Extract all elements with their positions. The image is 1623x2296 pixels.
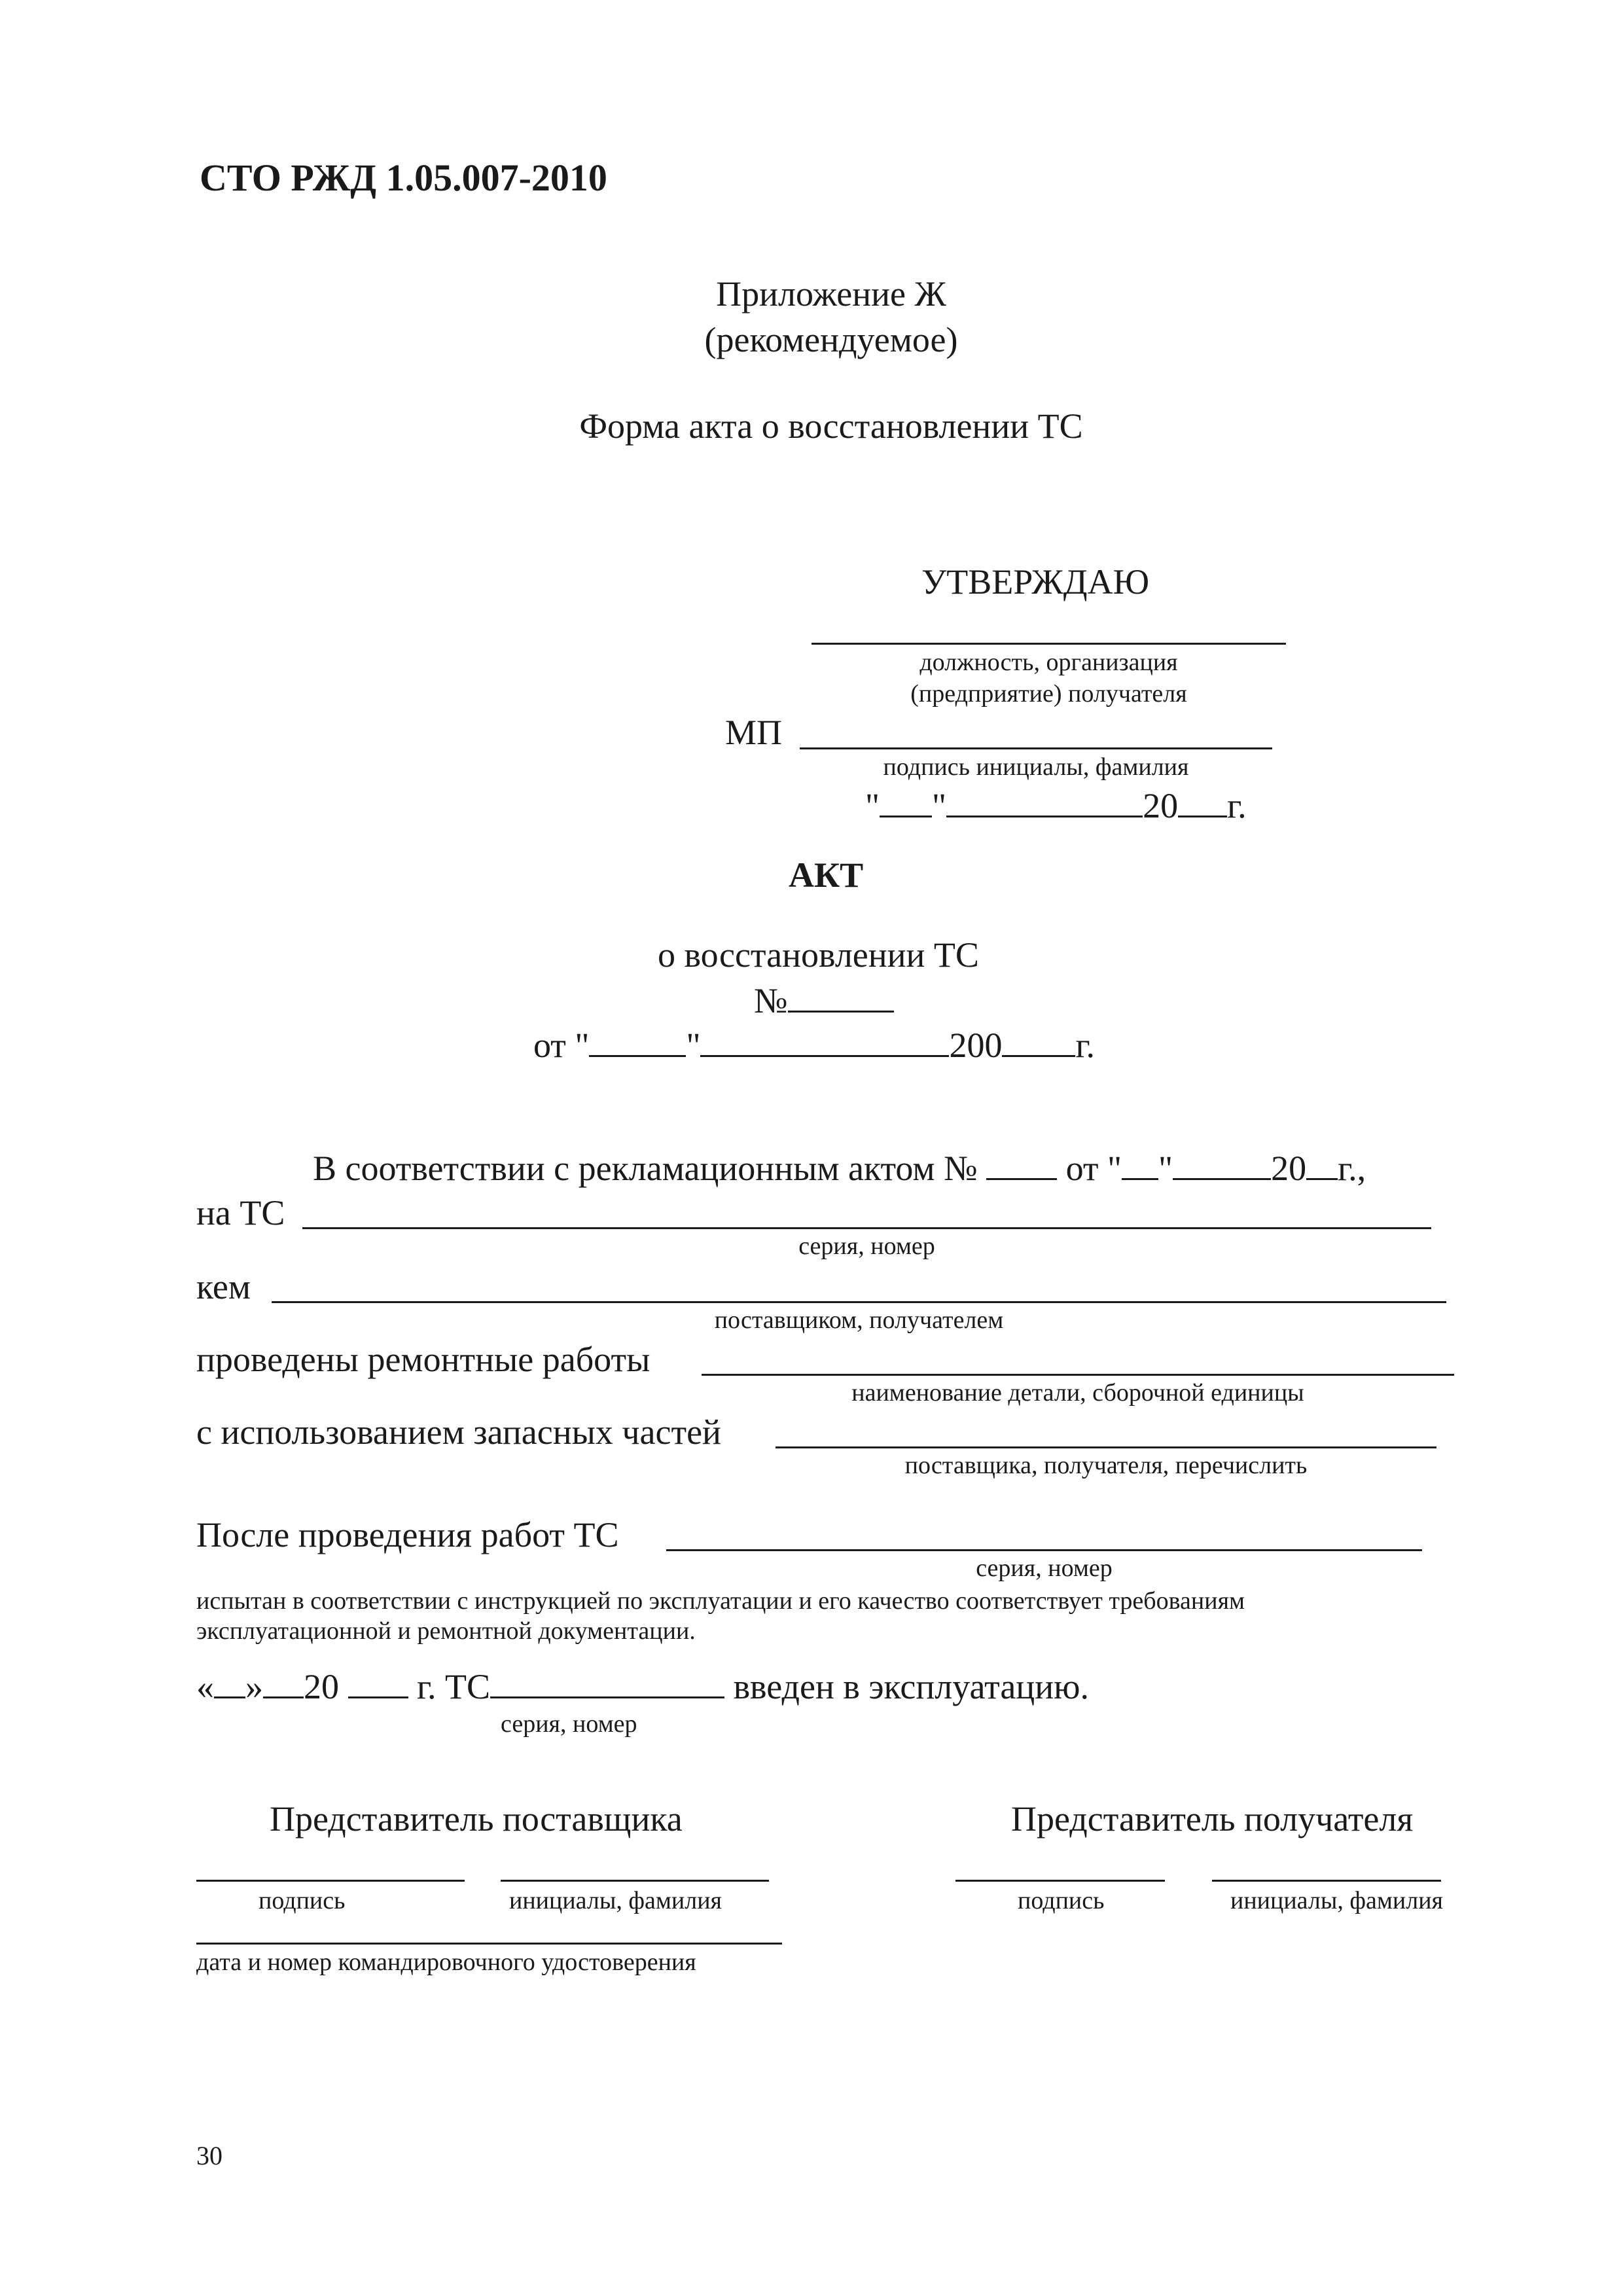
signature-line (800, 747, 1272, 749)
act-year-blank (1002, 1024, 1075, 1057)
after-caption: серия, номер (976, 1554, 1113, 1582)
by-caption: поставщиком, получателем (714, 1306, 1004, 1334)
reclamation-month-blank (1173, 1147, 1271, 1180)
commission-year: 20 (304, 1667, 339, 1706)
form-title: Форма акта о восстановлении ТС (579, 406, 1083, 446)
reclamation-quote: " (1158, 1149, 1173, 1188)
reclamation-number-blank (986, 1147, 1057, 1180)
parts-caption: поставщика, получателя, перечислить (904, 1452, 1308, 1479)
repairs-label: проведены ремонтные работы (196, 1340, 651, 1379)
reclamation-line (313, 1147, 1366, 1189)
commission-close: » (245, 1667, 263, 1706)
date-suffix: г. (1227, 786, 1247, 825)
number-label: № (754, 981, 788, 1020)
recipient-signature-caption: подпись (1018, 1887, 1105, 1914)
stamp-label: МП (725, 713, 783, 752)
date-quote-open: " (865, 786, 880, 825)
reclamation-year: 20 (1271, 1149, 1307, 1188)
commission-open: « (196, 1667, 214, 1706)
recipient-signature-line (955, 1880, 1165, 1882)
appendix-status: (рекомендуемое) (704, 320, 958, 359)
commission-year-suffix: г. ТС (417, 1667, 491, 1706)
tested-text-1: испытан в соответствии с инструкцией по эксплуатации и его качество соответствует требованиям (196, 1587, 1245, 1615)
supplier-initials-line (501, 1880, 769, 1882)
repairs-caption: наименование детали, сборочной единицы (851, 1379, 1304, 1407)
act-date-quote: " (686, 1026, 701, 1065)
approval-date (865, 784, 1247, 826)
act-subheading: о восстановлении ТС (658, 935, 979, 975)
supplier-signature-line (196, 1880, 465, 1882)
repairs-line (702, 1374, 1454, 1376)
commission-year-blank (348, 1665, 408, 1698)
day-blank (880, 784, 932, 817)
commission-caption: серия, номер (501, 1710, 637, 1738)
position-caption-2: (предприятие) получателя (910, 680, 1187, 708)
act-heading: АКТ (789, 855, 864, 895)
document-code: СТО РЖД 1.05.007-2010 (200, 156, 607, 199)
commission-month-blank (263, 1665, 304, 1698)
after-label: После проведения работ ТС (196, 1515, 619, 1554)
commission-line (196, 1665, 1089, 1707)
reclamation-year-blank (1306, 1147, 1338, 1180)
trip-line (196, 1943, 782, 1945)
reclamation-day-blank (1122, 1147, 1158, 1180)
tested-text-2: эксплуатационной и ремонтной документации. (196, 1617, 696, 1645)
on-ts-label: на ТС (196, 1193, 285, 1232)
commission-ts-blank (490, 1665, 724, 1698)
act-month-blank (700, 1024, 949, 1057)
commission-suffix: введен в эксплуатацию. (733, 1667, 1089, 1706)
parts-label: с использованием запасных частей (196, 1412, 721, 1452)
act-date-prefix: от " (533, 1026, 590, 1065)
act-date-year: 200 (949, 1026, 1003, 1065)
date-year: 20 (1143, 786, 1179, 825)
act-date (533, 1024, 1095, 1066)
reclamation-prefix: В соответствии с рекламационным актом № (313, 1149, 978, 1188)
trip-caption: дата и номер командировочного удостоверения (196, 1948, 696, 1976)
by-line (272, 1301, 1446, 1303)
recipient-initials-caption: инициалы, фамилия (1230, 1887, 1444, 1914)
act-day-blank (589, 1024, 686, 1057)
act-number (754, 979, 894, 1021)
recipient-initials-line (1212, 1880, 1441, 1882)
by-label: кем (196, 1267, 251, 1306)
supplier-initials-caption: инициалы, фамилия (509, 1887, 722, 1914)
date-quote-close: " (932, 786, 947, 825)
approval-heading: УТВЕРЖДАЮ (921, 562, 1150, 601)
on-ts-line (302, 1227, 1431, 1229)
position-line (812, 643, 1286, 645)
number-blank (788, 979, 894, 1013)
reclamation-suffix: г., (1338, 1149, 1366, 1188)
commission-day-blank (214, 1665, 245, 1698)
supplier-signature-caption: подпись (259, 1887, 346, 1914)
parts-line (776, 1446, 1436, 1448)
signature-caption: подпись инициалы, фамилия (883, 753, 1189, 781)
after-line (666, 1549, 1422, 1551)
year-blank (1178, 784, 1227, 817)
recipient-heading: Представитель получателя (1011, 1799, 1414, 1839)
act-date-suffix: г. (1075, 1026, 1096, 1065)
supplier-heading: Представитель поставщика (270, 1799, 683, 1839)
reclamation-from: от " (1065, 1149, 1122, 1188)
position-caption-1: должность, организация (919, 649, 1178, 676)
on-ts-caption: серия, номер (798, 1232, 935, 1260)
month-blank (946, 784, 1143, 817)
appendix-title: Приложение Ж (716, 274, 946, 314)
page-number: 30 (196, 2141, 223, 2170)
